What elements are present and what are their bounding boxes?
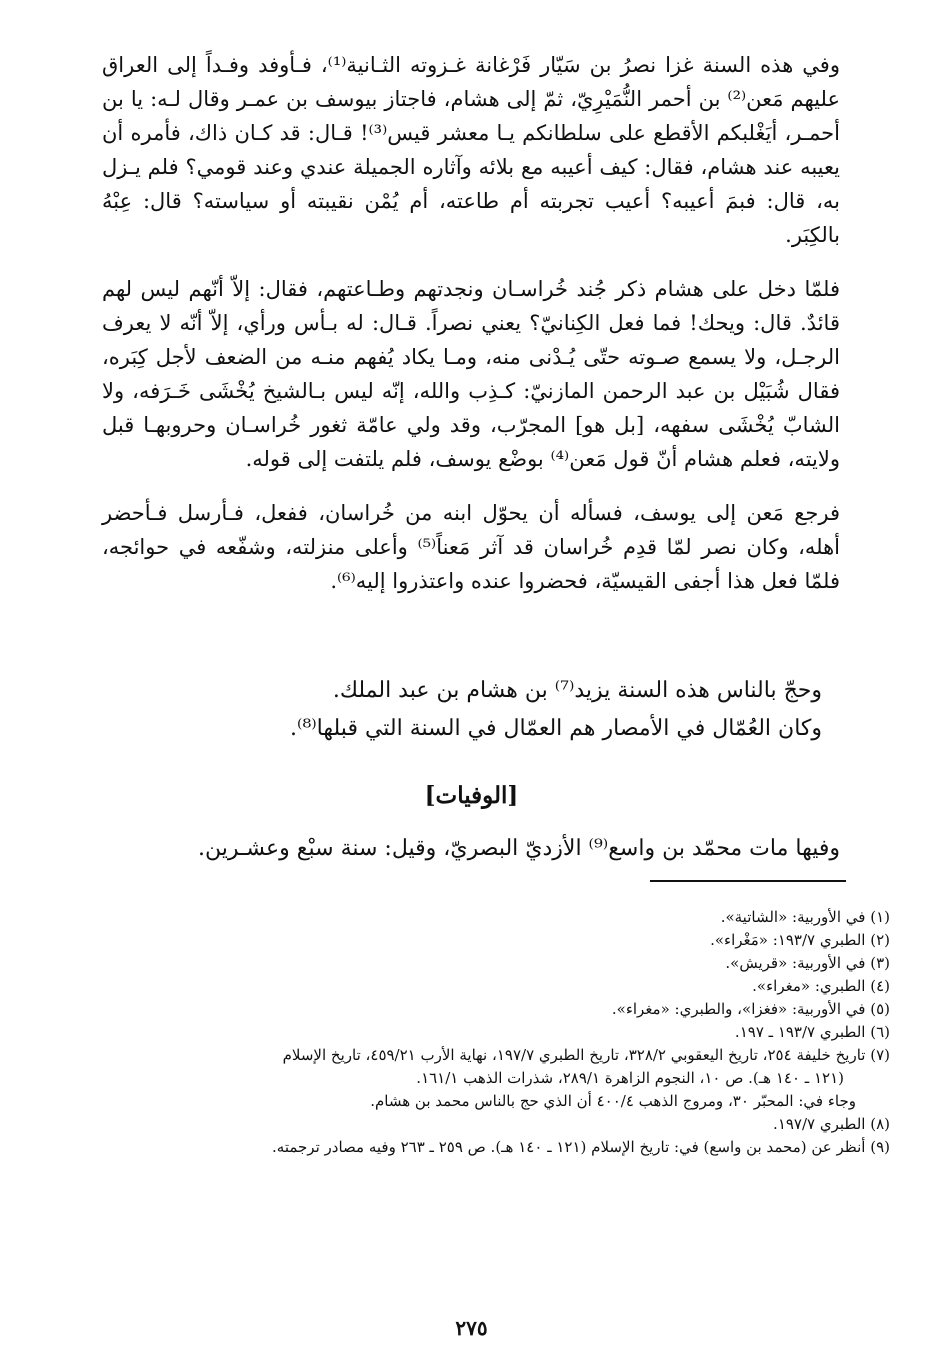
main-text [102,48,840,616]
footnote-3: (٣) في الأوربية: «قريش». [725,954,890,972]
footnotes-list [100,906,890,1159]
footnote-9: (٩) أنظر عن (محمد بن واسع) في: تاريخ الإسلام (١٢١ ـ ١٤٠ هـ). ص ٢٥٩ ـ ٢٦٣ وفيه مصادر ترجمته. [272,1138,890,1156]
footnote-8: (٨) الطبري ١٩٧/٧. [773,1115,890,1133]
footnote-2: (٢) الطبري ١٩٣/٧: «مَغْراء». [710,931,890,949]
paragraph-3: فرجع مَعن إلى يوسف، فسأله أن يحوّل ابنه من خُراسان، ففعل، فـأرسل فـأحضر أهله، وكان نصر لمّا قدِم خُراسان قد آثر مَعناً⁽⁵⁾ وأعلى منزلته، وشفّعه في حوائجه، فلمّا فعل هذا أجفى القيسيّة، فحضروا عنده واعتذروا إليه⁽⁶⁾. [102,501,840,593]
pilgrimage-line-1: وحجّ بالناس هذه السنة يزيد⁽⁷⁾ بن هشام بن عبد الملك. [332,678,822,703]
footnote-6: (٦) الطبري ١٩٣/٧ ـ ١٩٧. [734,1023,890,1041]
footnote-1: (١) في الأوربية: «الشاتية». [720,908,890,926]
paragraph-1: وفي هذه السنة غزا نصرُ بن سَيّار فَرْغانة غـزوته الثـانية⁽¹⁾، فـأوفد وفـداً إلى العراق عليهم مَعن⁽²⁾ بن أحمر النُّمَيْرِيّ، ثمّ إلى هشام، فاجتاز بيوسف بن عمـر وقال لـه: يا بن أحمـر، أيَغْلبكم الأقطع على سلطانكم يـا معشر قيس⁽³⁾! قـال: قد كـان ذاك، فأمره أن يعيبه عند هشام، فقال: كيف أعيبه مع بلائه وآثاره الجميلة عندي وعند قومي؟ فلم يـزل به، قال: فبمَ أعيبه؟ أعيب تجربته أم طاعته، أم يُمْن نقيبته أو سياسته؟ قال: عِبْهُ بالكِبَر. [102,53,841,247]
pilgrimage-line-2: وكان العُمّال في الأمصار هم العمّال في السنة التي قبلها⁽⁸⁾. [290,716,822,741]
deaths-paragraph: وفيها مات محمّد بن واسع⁽⁹⁾ الأزديّ البصريّ، وقيل: سنة سبْع وعشـرين. [197,836,840,861]
footnote-7-note: وجاء في: المحبّر ٣٠، ومروج الذهب ٤٠٠/٤ أن الذي حج بالناس محمد بن هشام. [370,1092,856,1110]
page-number: ٢٧٥ [455,1316,488,1340]
footnote-7: (٧) تاريخ خليفة ٢٥٤، تاريخ اليعقوبي ٣٢٨/٢، تاريخ الطبري ١٩٧/٧، نهاية الأرب ٤٥٩/٢١، تاريخ الإسلام [282,1046,890,1064]
footnote-4: (٤) الطبري: «مغراء». [752,977,890,995]
footnote-5: (٥) في الأوربية: «فغزا»، والطبري: «مغراء». [611,1000,890,1018]
footnote-7-continued: (١٢١ ـ ١٤٠ هـ). ص ١٠، النجوم الزاهرة ٢٨٩/١، شذرات الذهب ١٦١/١. [416,1069,844,1087]
paragraph-2: فلمّا دخل على هشام ذكر جُند خُراسـان ونجدتهم وطـاعتهم، فقال: إلاّ أنّهم ليس لهم قائدٌ. قال: ويحك! فما فعل الكِنانيّ؟ يعني نصراً. قـال: له بـأس ورأي، إلاّ أنّه لا يعرف الرجـل، ولا يسمع صـوته حتّى يُـدْنى منه، ومـا يكاد يُفهم منـه من الضعف لأجل كِبَره، فقال شُبَيْل بن عبد الرحمن المازنيّ: كـذِب والله، إنّه ليس بـالشيخ يُخْشَى خَـرَفه، ولا الشابّ يُخْشَى سفهه، [بل هو] المجرّب، وقد ولي عامّة ثغور خُراسـان وحروبهـا قبل ولايته، فعلم هشام أنّ قول مَعن⁽⁴⁾ بوضْع يوسف، فلم يلتفت إلى قوله. [102,277,840,471]
footnote-divider [650,880,846,882]
section-heading: [الوفيات] [424,782,519,809]
pilgrimage-block [110,672,840,748]
